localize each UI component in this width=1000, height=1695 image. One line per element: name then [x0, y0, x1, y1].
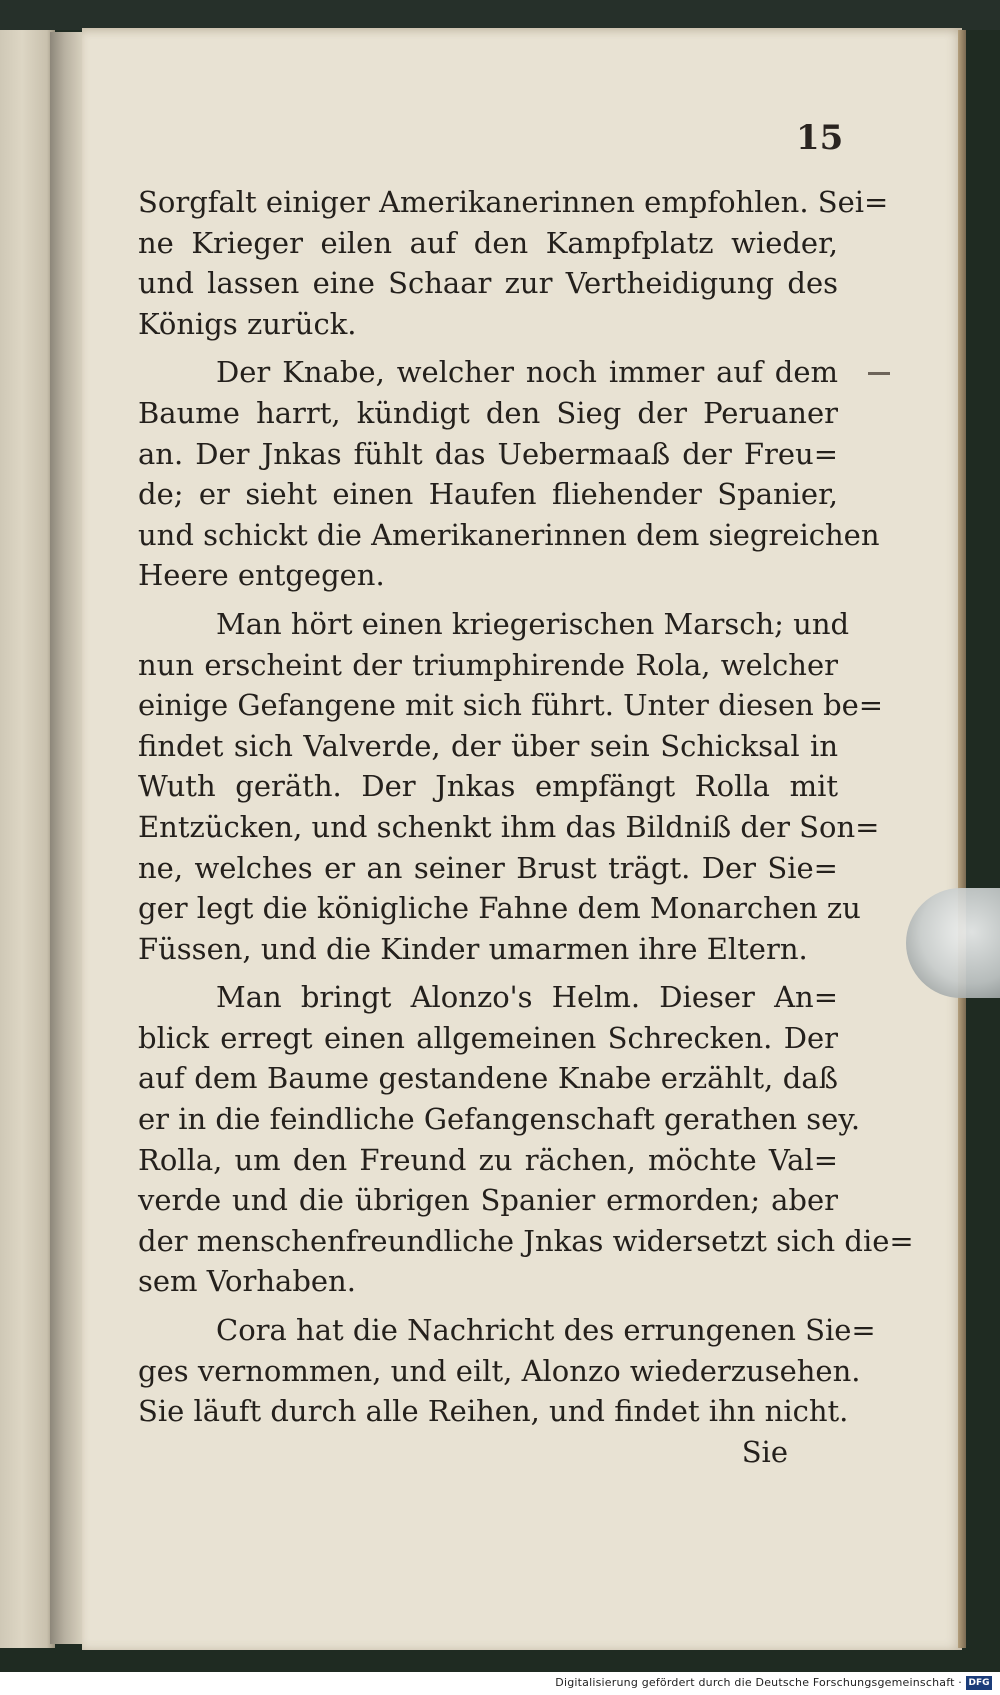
text-line: Man bringt Alonzo's Helm. Dieser An= — [216, 980, 838, 1015]
page-edge — [958, 30, 966, 1648]
text-line: Sorgfalt einiger Amerikanerinnen empfohlen. Sei= — [138, 185, 889, 219]
text-line: Füssen, und die Kinder umarmen ihre Eltern. — [138, 931, 808, 966]
text-line: ges vernommen, und eilt, Alonzo wiederzusehen. — [138, 1353, 861, 1388]
text-line: Entzücken, und schenkt ihm das Bildniß der Son= — [138, 809, 880, 844]
text-line: de; er sieht einen Haufen fliehender Spanier, — [138, 477, 838, 512]
text-line: Königs zurück. — [138, 306, 357, 341]
text-line: er in die feindliche Gefangenschaft gerathen sey. — [138, 1102, 861, 1137]
text-line: ne, welches er an seiner Brust trägt. Der Sie= — [138, 850, 838, 885]
text-line: blick erregt einen allgemeinen Schrecken. Der — [138, 1020, 838, 1055]
book-cover-board — [0, 30, 55, 1648]
page-text — [138, 182, 914, 1472]
text-line: Cora hat die Nachricht des errungenen Sie= — [216, 1313, 876, 1348]
text-line: einige Gefangene mit sich führt. Unter diesen be= — [138, 688, 884, 723]
text-line: Der Knabe, welcher noch immer auf dem — [216, 355, 838, 390]
text-line: der menschenfreundliche Jnkas widersetzt sich die= — [138, 1223, 914, 1258]
text-line: findet sich Valverde, der über sein Schicksal in — [138, 728, 838, 763]
text-line: sem Vorhaben. — [138, 1264, 356, 1299]
paragraph-gap — [138, 969, 838, 977]
text-line: Rolla, um den Freund zu rächen, möchte Val= — [138, 1142, 838, 1177]
text-line: auf dem Baume gestandene Knabe erzählt, daß — [138, 1061, 838, 1096]
catchword: Sie — [741, 1434, 788, 1469]
page-number: 15 — [796, 118, 844, 158]
text-line: Man hört einen kriegerischen Marsch; und — [216, 606, 850, 641]
text-line: Sie läuft durch alle Reihen, und findet ihn nicht. — [138, 1394, 849, 1429]
paragraph-gap — [138, 344, 838, 352]
text-line: nun erscheint der triumphirende Rola, welcher — [138, 647, 838, 682]
text-line: Wuth geräth. Der Jnkas empfängt Rolla mit — [138, 769, 838, 804]
text-line: an. Der Jnkas fühlt das Uebermaaß der Freu= — [138, 436, 838, 471]
text-line: und schickt die Amerikanerinnen dem siegreichen — [138, 517, 880, 552]
footer-credit: Digitalisierung gefördert durch die Deutsche Forschungsgemeinschaft · — [555, 1676, 962, 1689]
dfg-logo: DFG — [966, 1676, 992, 1690]
paragraph-gap — [138, 596, 838, 604]
text-line: verde und die übrigen Spanier ermorden; aber — [138, 1183, 838, 1218]
text-line: Baume harrt, kündigt den Sieg der Peruaner — [138, 395, 838, 430]
scan-frame-top — [0, 0, 1000, 30]
text-line: ger legt die königliche Fahne dem Monarchen zu — [138, 891, 861, 926]
text-line: und lassen eine Schaar zur Vertheidigung des — [138, 266, 838, 301]
text-line: ne Krieger eilen auf den Kampfplatz wieder, — [138, 225, 838, 260]
margin-mark — [868, 372, 890, 375]
book-gutter — [50, 32, 82, 1644]
paragraph-gap — [138, 1302, 838, 1310]
text-line: Heere entgegen. — [138, 558, 385, 593]
